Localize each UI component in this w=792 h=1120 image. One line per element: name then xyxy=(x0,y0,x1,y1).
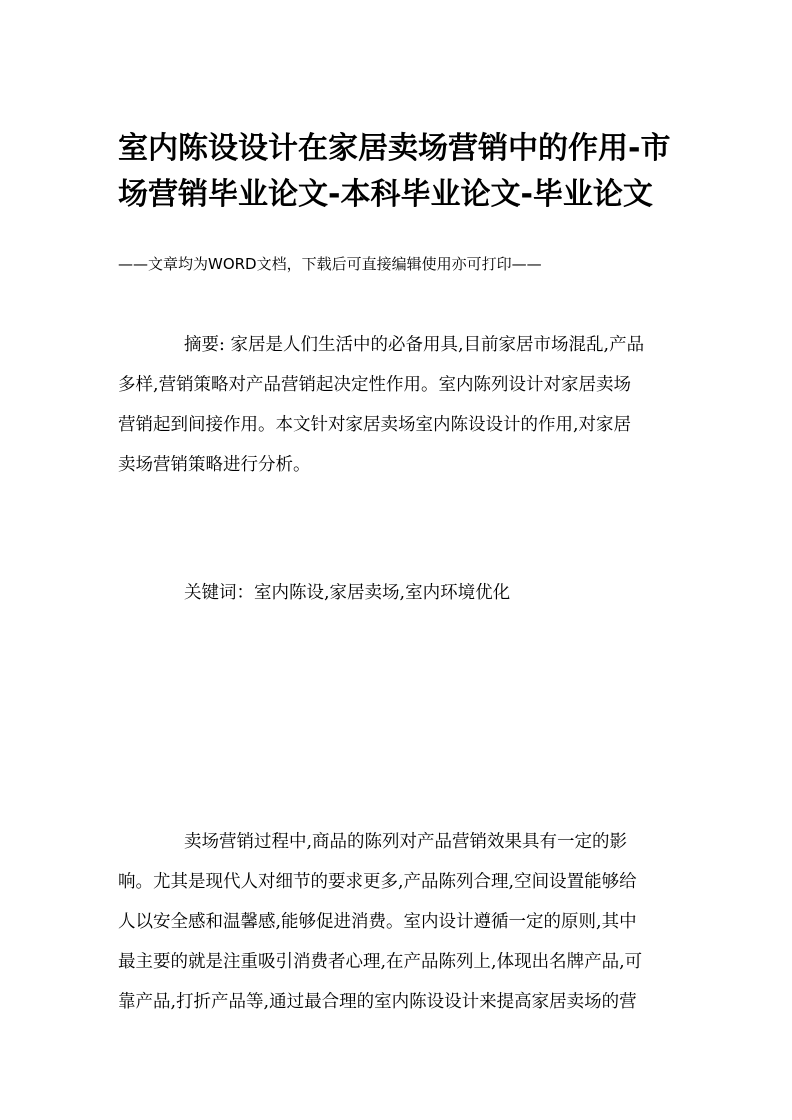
keywords-paragraph xyxy=(118,573,678,613)
abstract-paragraph xyxy=(118,325,678,485)
body-line: 卖场营销过程中,商品的陈列对产品营销效果具有一定的影 xyxy=(184,832,628,852)
body-line: 靠产品,打折产品等,通过最合理的室内陈设设计来提高家居卖场的营 xyxy=(118,992,637,1012)
document-title xyxy=(118,126,690,218)
body-line: 人以安全感和温馨感,能够促进消费。室内设计遵循一定的原则,其中 xyxy=(118,912,637,932)
body-paragraph xyxy=(118,822,678,1022)
body-line: 最主要的就是注重吸引消费者心理,在产品陈列上,体现出名牌产品,可 xyxy=(118,952,643,972)
title-line: 场营销毕业论文-本科毕业论文-毕业论文 xyxy=(118,177,653,212)
abstract-line: 摘要: 家居是人们生活中的必备用具,目前家居市场混乱,产品 xyxy=(184,335,645,355)
abstract-line: 营销起到间接作用。本文针对家居卖场室内陈设设计的作用,对家居 xyxy=(118,415,632,435)
document-subtitle: ——文章均为WORD文档，下载后可直接编辑使用亦可打印—— xyxy=(118,255,542,273)
title-line: 室内陈设设计在家居卖场营销中的作用-市 xyxy=(118,131,671,166)
keywords-line: 关键词：室内陈设,家居卖场,室内环境优化 xyxy=(184,583,511,603)
abstract-line: 多样,营销策略对产品营销起决定性作用。室内陈列设计对家居卖场 xyxy=(118,375,632,395)
body-line: 响。尤其是现代人对细节的要求更多,产品陈列合理,空间设置能够给 xyxy=(118,872,637,892)
abstract-line: 卖场营销策略进行分析。 xyxy=(118,455,311,475)
